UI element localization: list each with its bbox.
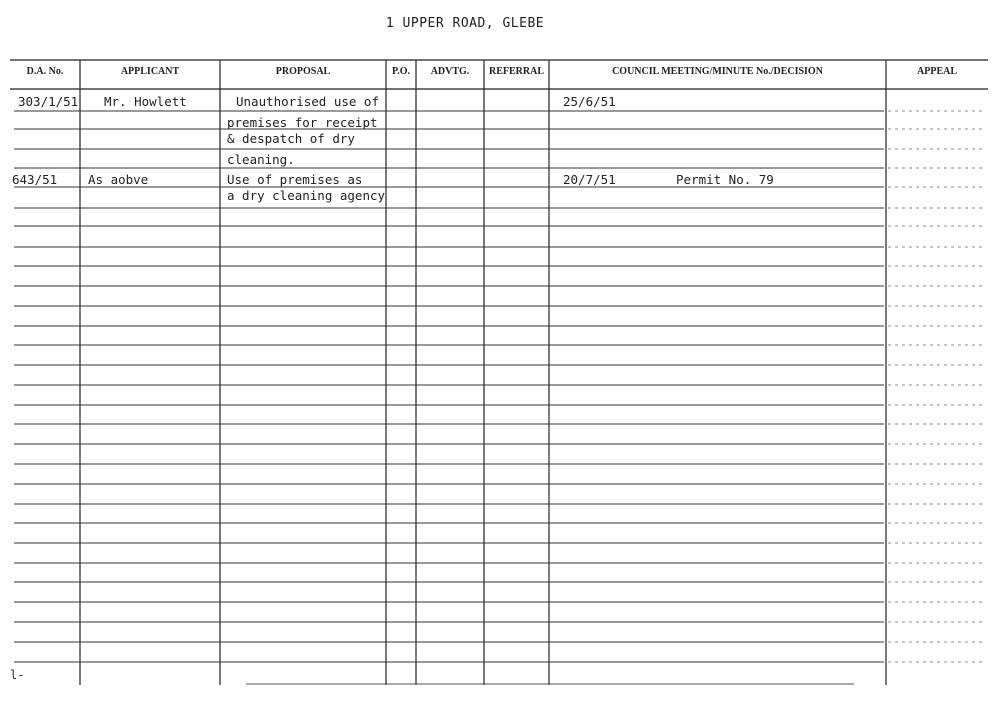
margin-mark: l-: [10, 668, 25, 682]
entry-1-proposal-line-4: cleaning.: [227, 152, 295, 167]
entry-1-decision: 25/6/51: [563, 94, 616, 109]
col-header-applicant: APPLICANT: [120, 66, 180, 77]
col-header-da-no: D.A. No.: [26, 66, 64, 77]
entry-1-applicant: Mr. Howlett: [104, 94, 187, 109]
entry-1-da-no: 303/1/51: [18, 94, 79, 109]
col-header-decision: COUNCIL MEETING/MINUTE No./DECISION: [612, 66, 823, 77]
entry-2-decision-note: Permit No. 79: [676, 172, 774, 187]
entry-2-decision: 20/7/51: [563, 172, 616, 187]
col-header-proposal: PROPOSAL: [275, 66, 331, 77]
entry-2-applicant: As aobve: [88, 172, 149, 187]
entry-1-proposal-line-1: Unauthorised use of: [236, 94, 379, 109]
col-header-po: P.O.: [392, 66, 410, 77]
entry-1-proposal-line-2: premises for receipt: [227, 115, 378, 130]
entry-2-proposal-line-2: a dry cleaning agency: [227, 188, 386, 203]
entry-2-da-no: 643/51: [12, 172, 58, 187]
page-heading: 1 UPPER ROAD, GLEBE: [385, 16, 545, 31]
entry-2-proposal-line-1: Use of premises as: [227, 172, 363, 187]
col-header-referral: REFERRAL: [488, 66, 544, 77]
entry-1-proposal-line-3: & despatch of dry: [227, 131, 355, 146]
col-header-advtg: ADVTG.: [430, 66, 470, 77]
col-header-appeal: APPEAL: [917, 66, 957, 77]
